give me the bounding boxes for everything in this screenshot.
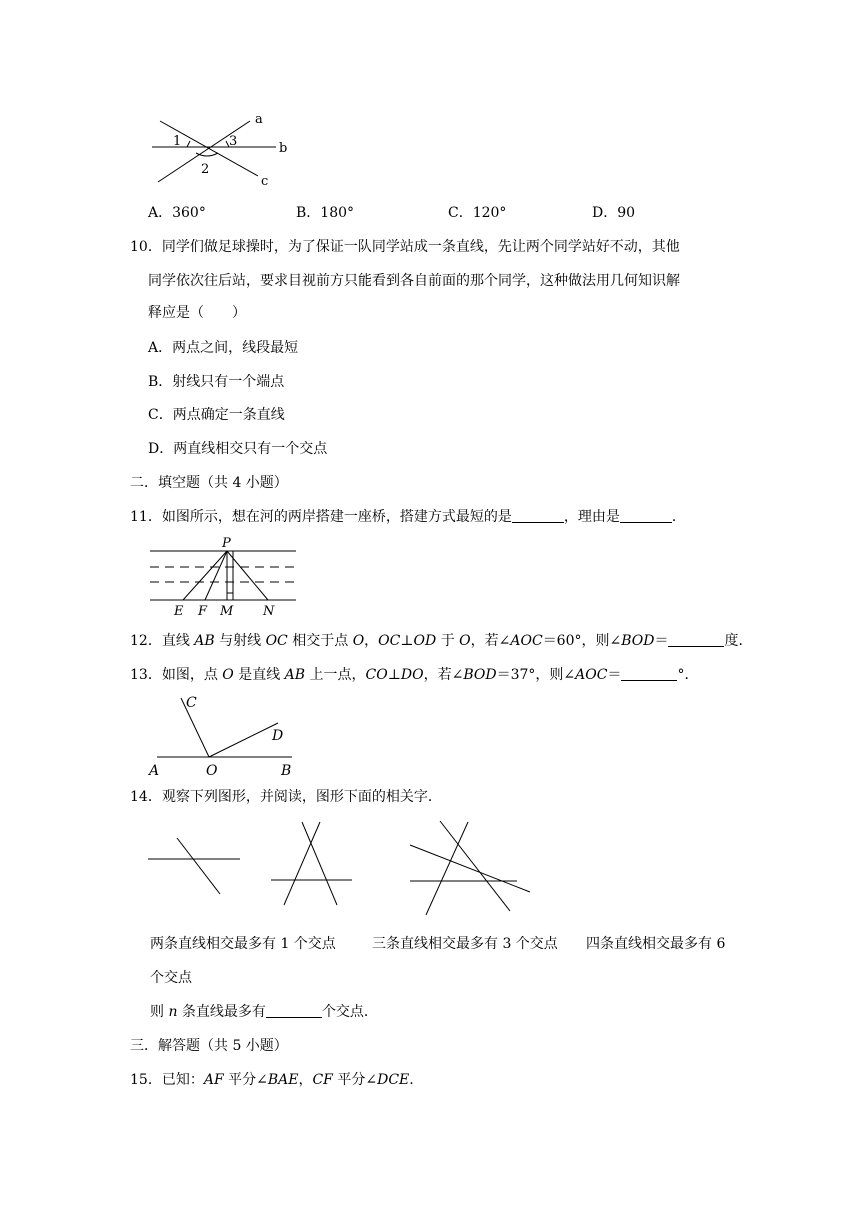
label-d: D <box>272 728 284 744</box>
q10-line3: 释应是（ ） <box>148 305 246 321</box>
q10-line1: 10．同学们做足球操时，为了保证一队同学站成一条直线，先让两个同学站好不动，其他 <box>130 239 680 255</box>
label-3: 3 <box>229 134 238 149</box>
q13-text: 13．如图，点 O 是直线 AB 上一点，CO⊥DO，若∠BOD＝37°，则∠AOC＝ °． <box>130 667 699 683</box>
label-a: A <box>149 763 160 779</box>
label-2: 2 <box>201 162 210 177</box>
q14-caption-four-lines-cont: 个交点 <box>150 970 192 986</box>
q10-option-c: C．两点确定一条直线 <box>148 407 285 423</box>
label-p: P <box>222 536 231 551</box>
q14-caption-three-lines: 三条直线相交最多有 3 个交点 <box>372 936 558 952</box>
label-b: b <box>279 141 288 156</box>
q10-option-d: D．两直线相交只有一个交点 <box>148 441 328 457</box>
label-m: M <box>220 604 234 619</box>
q14-question: 则 n 条直线最多有 个交点． <box>150 1004 378 1020</box>
q14-caption-two-lines: 两条直线相交最多有 1 个交点 <box>150 936 336 952</box>
q14-caption-four-lines: 四条直线相交最多有 6 <box>586 936 726 952</box>
label-o: O <box>206 763 218 779</box>
q9-option-d: D．90 <box>592 205 636 221</box>
label-a: a <box>255 112 263 127</box>
q10-line2: 同学依次往后站，要求目视前方只能看到各自前面的那个同学，这种做法用几何知识解 <box>148 273 680 289</box>
label-e: E <box>174 604 184 619</box>
q14-title: 14．观察下列图形，并阅读，图形下面的相关字． <box>130 789 442 805</box>
label-c: C <box>186 695 197 711</box>
label-n: N <box>263 604 275 619</box>
q9-option-a: A．360° <box>148 205 206 221</box>
section-3-heading: 三．解答题（共 5 小题） <box>130 1038 288 1054</box>
label-1: 1 <box>173 134 182 149</box>
q12-text: 12．直线 AB 与射线 OC 相交于点 O，OC⊥OD 于 O，若∠AOC＝60°，则∠BOD＝ 度． <box>130 633 753 649</box>
q9-option-c: C．120° <box>448 205 507 221</box>
q10-option-b: B．射线只有一个端点 <box>148 374 285 390</box>
q9-option-b: B．180° <box>296 205 355 221</box>
q15-text: 15．已知：AF 平分∠BAE，CF 平分∠DCE. <box>130 1072 414 1088</box>
q10-option-a: A．两点之间，线段最短 <box>148 340 299 356</box>
label-c: c <box>261 174 269 189</box>
q11-text: 11．如图所示，想在河的两岸搭建一座桥，搭建方式最短的是 ，理由是 ． <box>130 509 686 525</box>
label-b: B <box>281 763 292 779</box>
label-f: F <box>198 604 208 619</box>
section-2-heading: 二．填空题（共 4 小题） <box>130 475 288 491</box>
